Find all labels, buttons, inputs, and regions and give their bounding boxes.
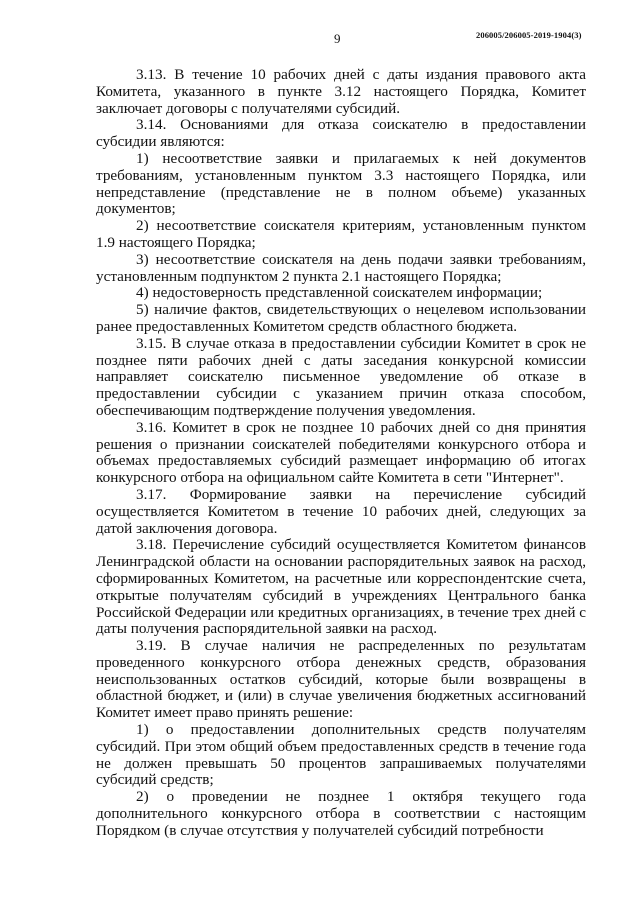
- list-item-3-14-3: 3) несоответствие соискателя на день подачи заявки требованиям, установленным подпунктом 2 пункта 2.1 настоящего Порядка;: [96, 250, 586, 285]
- list-item-3-14-5: 5) наличие фактов, свидетельствующих о нецелевом использовании ранее предоставленных Комитетом средств областного бюджета.: [96, 301, 586, 335]
- paragraph-3-17: 3.17. Формирование заявки на перечисление субсидий осуществляется Комитетом в течение 10 рабочих дней, следующих за датой заключения договора.: [96, 485, 586, 537]
- paragraph-3-16: 3.16. Комитет в срок не позднее 10 рабочих дней со дня принятия решения о признании соискателей победителями конкурсного отбора и объемах предоставляемых субсидий размещает информацию об итогах конкурсного отбора на официальном сайте Комитета в сети "Интернет".: [96, 418, 586, 487]
- list-item-3-19-1: 1) о предоставлении дополнительных средств получателям субсидий. При этом общий объем предоставленных средств в течение года не должен превышать 50 процентов запрашиваемых получателями субсидий средств;: [96, 721, 586, 789]
- list-item-3-14-4: 4) недостоверность представленной соискателем информации;: [136, 284, 543, 302]
- paragraph-3-13: 3.13. В течение 10 рабочих дней с даты издания правового акта Комитета, указанного в пункте 3.12 настоящего Порядка, Комитет заключает договоры с получателями субсидий.: [96, 66, 586, 117]
- document-body: [96, 67, 586, 840]
- paragraph-3-18: 3.18. Перечисление субсидий осуществляется Комитетом финансов Ленинградской области на основании распорядительных заявок на расход, сформированных Комитетом, на расчетные или корреспондентские счета, открытые получателям субсидий в учреждениях Центрального банка Российской Федерации или кредитных организациях, в течение трех дней с даты получения распорядительной заявки на расход.: [96, 536, 586, 638]
- document-code: 206005/206005-2019-1904(3): [476, 30, 582, 40]
- page-number: 9: [334, 31, 341, 46]
- list-item-3-14-2: 2) несоответствие соискателя критериям, установленным пунктом 1.9 настоящего Порядка;: [96, 217, 586, 251]
- paragraph-3-15: 3.15. В случае отказа в предоставлении субсидии Комитет в срок не позднее пяти рабочих дней с даты заседания конкурсной комиссии направляет соискателю письменное уведомление об отказе в предоставлении субсидии с указанием причин отказа способом, обеспечивающим подтверждение получения уведомления.: [96, 334, 586, 419]
- paragraph-3-14: 3.14. Основаниями для отказа соискателю в предоставлении субсидии являются:: [96, 116, 586, 151]
- list-item-3-14-1: 1) несоответствие заявки и прилагаемых к ней документов требованиям, установленным пунктом 3.3 настоящего Порядка, или непредставление (представление не в полном объеме) указанных документов;: [96, 149, 586, 218]
- list-item-3-19-2: 2) о проведении не позднее 1 октября текущего года дополнительного конкурсного отбора в соответствии с настоящим Порядком (в случае отсутствия у получателей субсидий потребности: [96, 788, 586, 839]
- paragraph-3-19: 3.19. В случае наличия не распределенных по результатам проведенного конкурсного отбора денежных средств, образования неиспользованных остатков субсидий, которые были возвращены в областной бюджет, и (или) в случае увеличения бюджетных ассигнований Комитет имеет право принять решение:: [96, 637, 586, 722]
